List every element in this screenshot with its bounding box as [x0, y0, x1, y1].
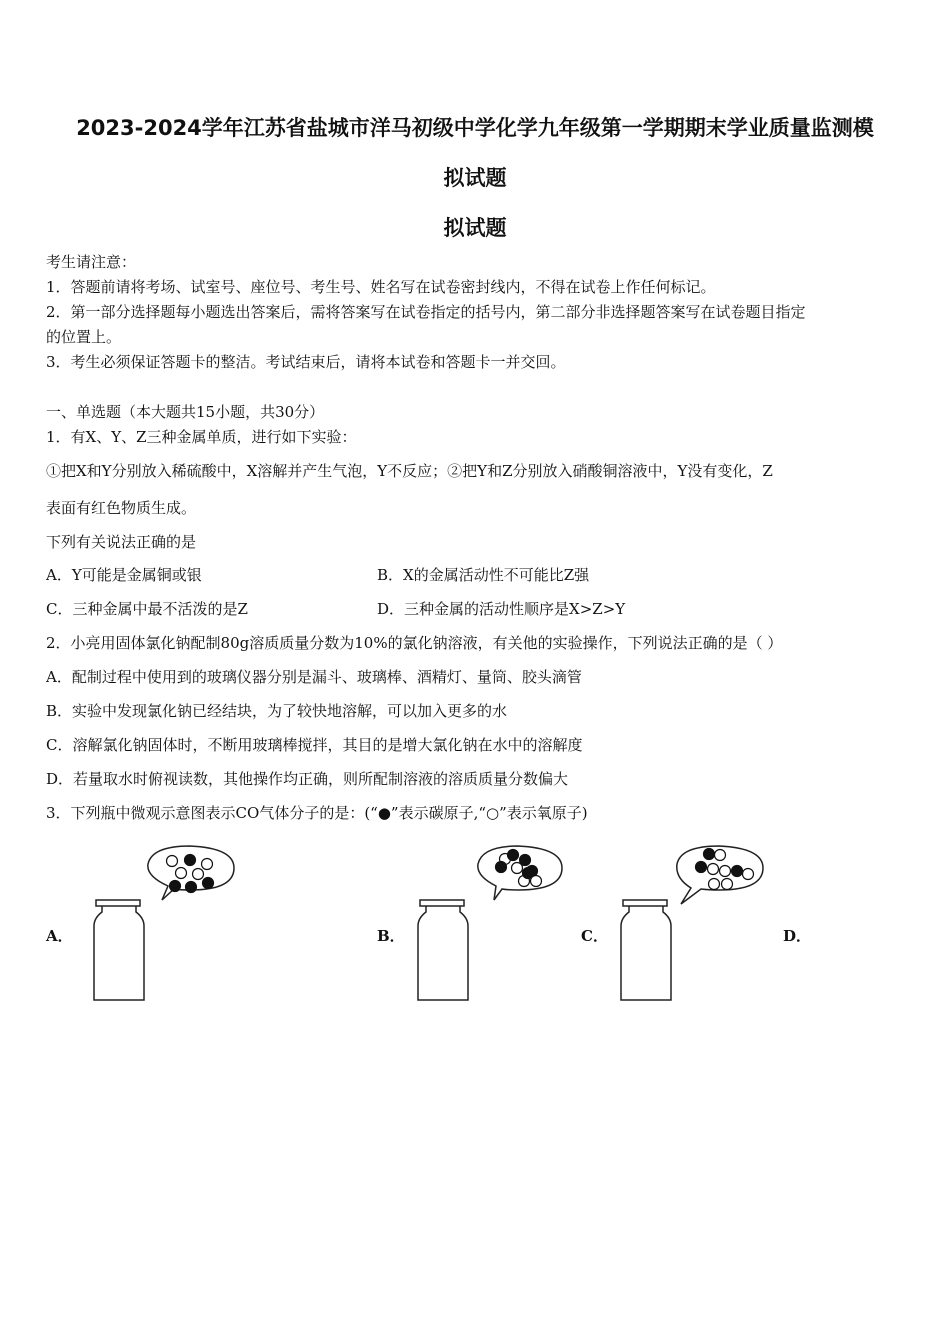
q2-option-b: B．实验中发现氯化钠已经结块，为了较快地溶解，可以加入更多的水 [46, 702, 508, 720]
q2-option-c: C．溶解氯化钠固体时，不断用玻璃棒搅拌，其目的是增大氯化钠在水中的溶解度 [46, 736, 583, 754]
q3-figure-b [414, 840, 574, 1005]
molecule-cluster-c [696, 849, 754, 890]
notice-item-1: 1．答题前请将考场、试室号、座位号、考生号、姓名写在试卷密封线内，不得在试卷上作任何标记。 [46, 278, 716, 296]
exam-title-line2: 拟试题 [443, 166, 507, 190]
notice-item-3: 3．考生必须保证答题卡的整洁。考试结束后，请将本试卷和答题卡一并交回。 [46, 353, 566, 371]
molecule-cluster-a [167, 855, 214, 893]
q1-experiment-line1: ①把X和Y分别放入稀硫酸中，X溶解并产生气泡，Y不反应；②把Y和Z分别放入硝酸铜溶液中，Y没有变化，Z [46, 462, 773, 480]
q2-stem: 2．小亮用固体氯化钠配制80g溶质质量分数为10%的氯化钠溶液，有关他的实验操作，下列说法正确的是（ ） [46, 634, 783, 652]
q2-option-d: D．若量取水时俯视读数，其他操作均正确，则所配制溶液的溶质质量分数偏大 [46, 770, 569, 788]
notice-heading: 考生请注意： [46, 253, 137, 271]
q1-option-a: A．Y可能是金属铜或银 [46, 566, 202, 584]
q3-label-c: C． [581, 927, 608, 945]
exam-title-line3: 拟试题 [443, 216, 507, 240]
q1-option-d: D．三种金属的活动性顺序是X>Z>Y [377, 600, 626, 618]
jar-bottle-icon [94, 900, 144, 1000]
q1-ask: 下列有关说法正确的是 [46, 533, 197, 551]
notice-item-2: 2．第一部分选择题每小题选出答案后，需将答案写在试卷指定的括号内，第二部分非选择题答案写在试卷题目指定 [46, 303, 806, 321]
q3-label-b: B． [377, 927, 405, 945]
notice-item-2-cont: 的位置上。 [46, 328, 122, 346]
q1-stem: 1．有X、Y、Z三种金属单质，进行如下实验： [46, 428, 357, 446]
q2-option-a: A．配制过程中使用到的玻璃仪器分别是漏斗、玻璃棒、酒精灯、量筒、胶头滴管 [46, 668, 582, 686]
q3-stem: 3．下列瓶中微观示意图表示CO气体分子的是：(“●”表示碳原子,“○”表示氧原子) [46, 804, 588, 822]
exam-title-line1: 2023-2024学年江苏省盐城市洋马初级中学化学九年级第一学期期末学业质量监测模 [76, 116, 874, 140]
molecule-cluster-b [496, 850, 542, 887]
q3-label-a: A． [46, 927, 73, 945]
q3-label-d: D． [783, 927, 812, 945]
jar-bottle-icon [418, 900, 468, 1000]
section-heading: 一、单选题（本大题共15小题，共30分） [46, 403, 325, 421]
q3-figure-a [90, 840, 250, 1005]
jar-bottle-icon [621, 900, 671, 1000]
q1-experiment-line2: 表面有红色物质生成。 [46, 499, 197, 517]
q1-option-c: C．三种金属中最不活泼的是Z [46, 600, 248, 618]
q3-figure-c [617, 840, 777, 1005]
q1-option-b: B．X的金属活动性不可能比Z强 [377, 566, 590, 584]
